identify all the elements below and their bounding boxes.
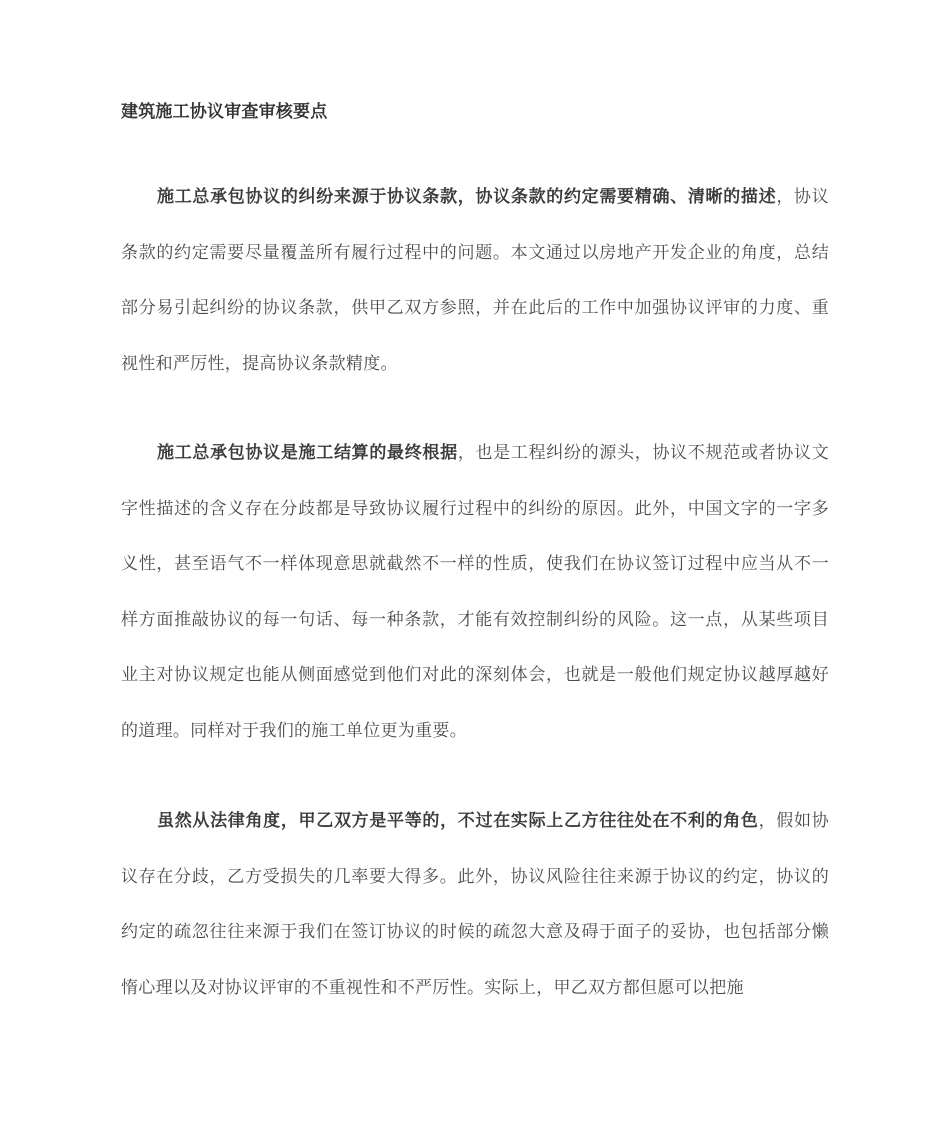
paragraph-2-body: ，也是工程纠纷的源头，协议不规范或者协议文字性描述的含义存在分歧都是导致协议履行过程中的纠纷的原因。此外，中国文字的一字多义性，甚至语气不一样体现意思就截然不一样的性质，使我们在协议签订过程中应当从不一样方面推敲协议的每一句话、每一种条款，才能有效控制纠纷的风险。这一点，从某些项目业主对协议规定也能从侧面感觉到他们对此的深刻体会，也就是一般他们规定协议越厚越好的道理。同样对于我们的施工单位更为重要。 — [121, 443, 829, 741]
paragraph-2-lead: 施工总承包协议是施工结算的最终根据 — [157, 443, 458, 463]
paragraph-1 — [121, 170, 829, 392]
paragraph-3 — [121, 794, 829, 1016]
paragraph-3-body: ，假如协议存在分歧，乙方受损失的几率要大得多。此外，协议风险往往来源于协议的约定，协议的约定的疏忽往往来源于我们在签订协议的时候的疏忽大意及碍于面子的妥协，也包括部分懒惰心理以及对协议评审的不重视性和不严厉性。实际上，甲乙双方都但愿可以把施 — [121, 811, 829, 998]
paragraph-1-body: ，协议条款的约定需要尽量覆盖所有履行过程中的问题。本文通过以房地产开发企业的角度，总结部分易引起纠纷的协议条款，供甲乙双方参照，并在此后的工作中加强协议评审的力度、重视性和严厉性，提高协议条款精度。 — [121, 187, 830, 374]
paragraph-2 — [121, 426, 829, 759]
paragraph-3-lead: 虽然从法律角度，甲乙双方是平等的，不过在实际上乙方往往处在不利的角色 — [157, 811, 759, 831]
document-title: 建筑施工协议审查审核要点 — [121, 102, 328, 122]
paragraph-1-lead: 施工总承包协议的纠纷来源于协议条款，协议条款的约定需要精确、清晰的描述 — [157, 187, 777, 207]
